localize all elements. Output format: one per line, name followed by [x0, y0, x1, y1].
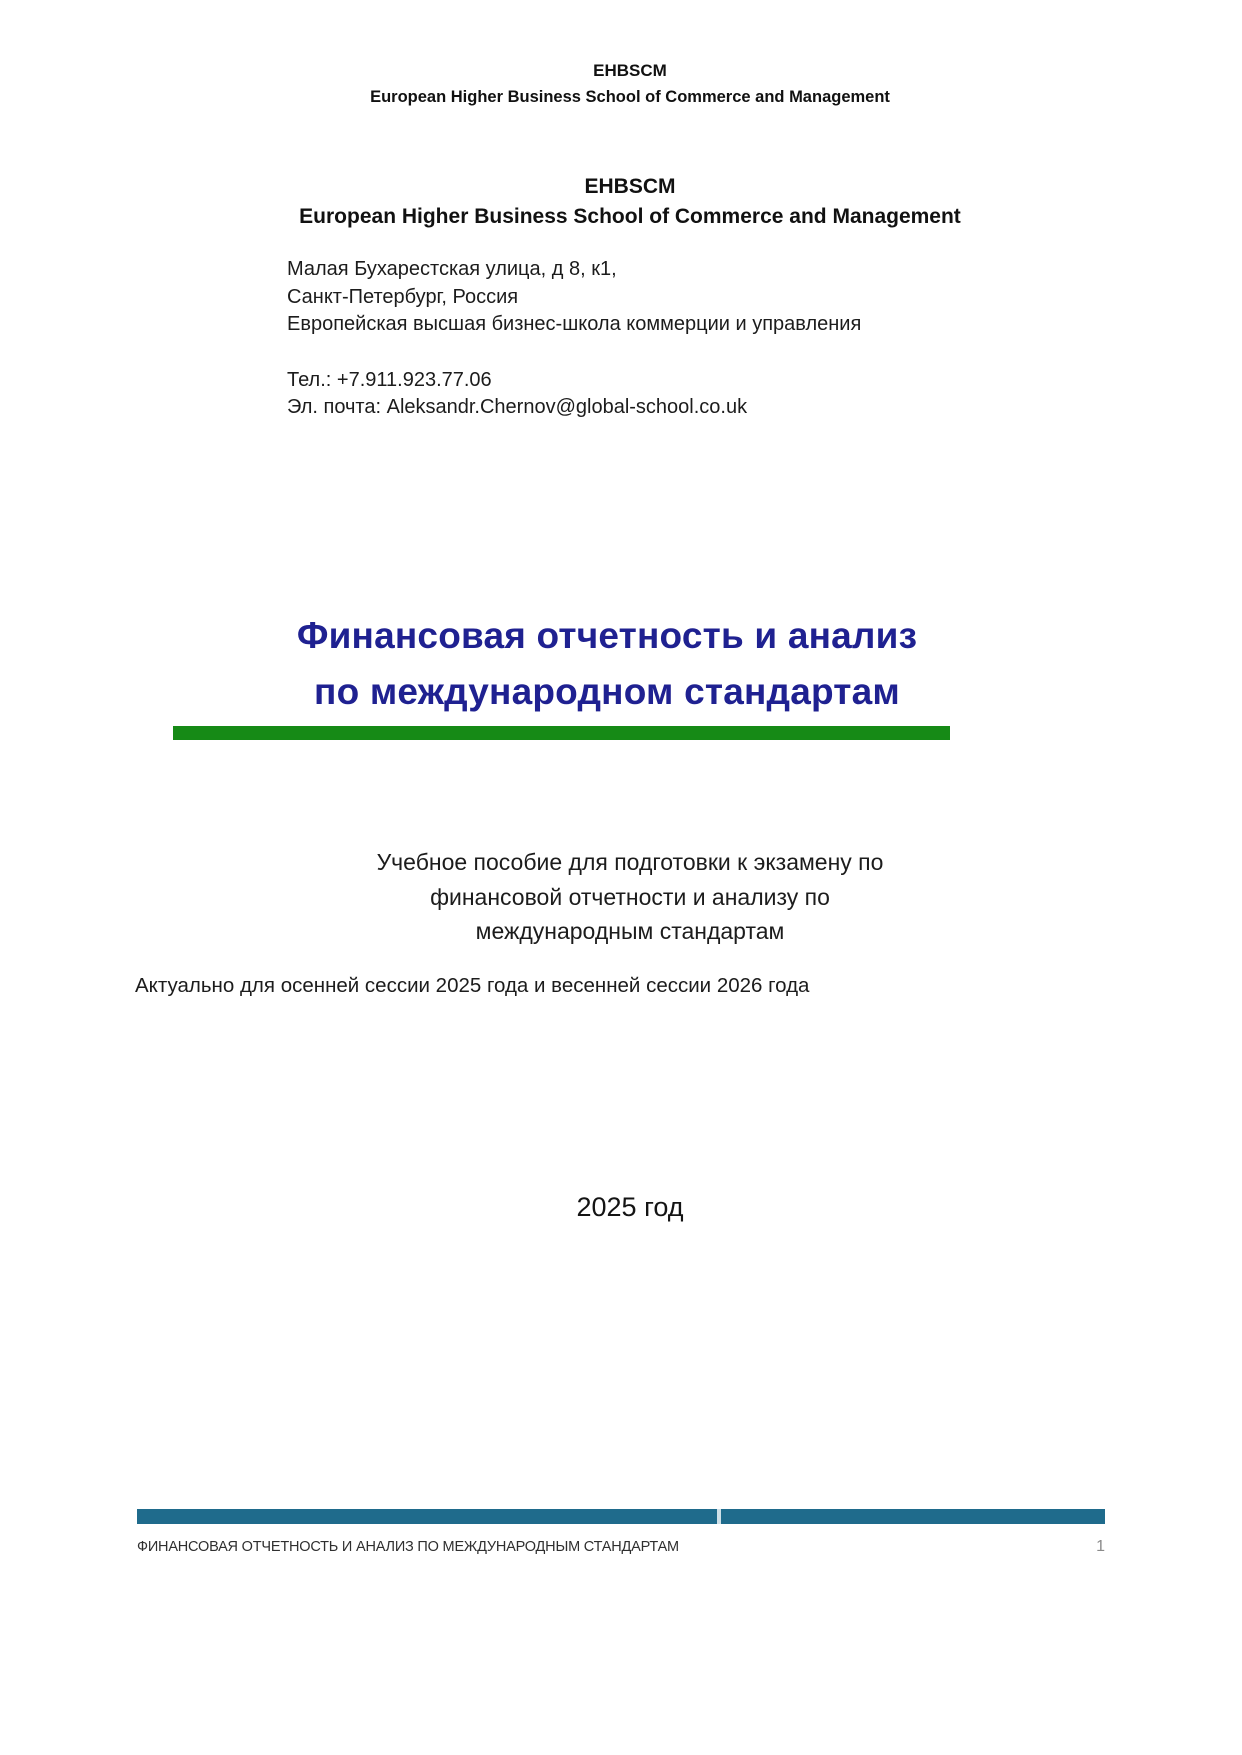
contact-block: [287, 256, 1047, 422]
address-line-1: Малая Бухарестская улица, д 8, к1,: [287, 258, 617, 280]
relevance-note: Актуально для осенней сессии 2025 года и весенней сессии 2026 года: [135, 974, 810, 997]
footer-divider-bar: [137, 1509, 1105, 1524]
subtitle-line-3: международным стандартам: [475, 918, 785, 944]
school-heading: [18, 172, 1242, 232]
footer-page-number: 1: [1096, 1538, 1105, 1555]
header-org-name: European Higher Business School of Commerce and Management: [370, 88, 890, 106]
footer-bar-right-segment: [721, 1509, 1105, 1524]
school-org-name: European Higher Business School of Commerce and Management: [299, 205, 961, 228]
title-underline-bar: [173, 726, 950, 740]
footer-bar-left-segment: [137, 1509, 717, 1524]
document-subtitle: [18, 845, 1242, 949]
footer-document-title: ФИНАНСОВАЯ ОТЧЕТНОСТЬ И АНАЛИЗ ПО МЕЖДУНАРОДНЫМ СТАНДАРТАМ: [137, 1539, 679, 1555]
address-line-2: Санкт-Петербург, Россия: [287, 285, 519, 308]
document-title-line-1: Финансовая отчетность и анализ: [296, 615, 918, 656]
phone-line: Тел.: +7.911.923.77.06: [287, 368, 492, 391]
running-header: [18, 58, 1242, 110]
school-org-abbr: EHBSCM: [584, 175, 676, 198]
subtitle-line-2: финансовой отчетности и анализу по: [430, 883, 830, 910]
page-footer: [137, 1538, 1105, 1556]
document-title: [0, 608, 1214, 720]
subtitle-line-1: Учебное пособие для подготовки к экзамену по: [376, 849, 884, 875]
email-line: Эл. почта: Aleksandr.Chernov@global-school.co.uk: [287, 396, 748, 418]
address-line-3: Европейская высшая бизнес-школа коммерции и управления: [287, 313, 862, 335]
header-org-abbr: EHBSCM: [593, 61, 667, 80]
publication-year: 2025 год: [576, 1192, 684, 1222]
spacer: [287, 339, 1047, 367]
document-title-line-2: по международном стандартам: [314, 671, 900, 712]
